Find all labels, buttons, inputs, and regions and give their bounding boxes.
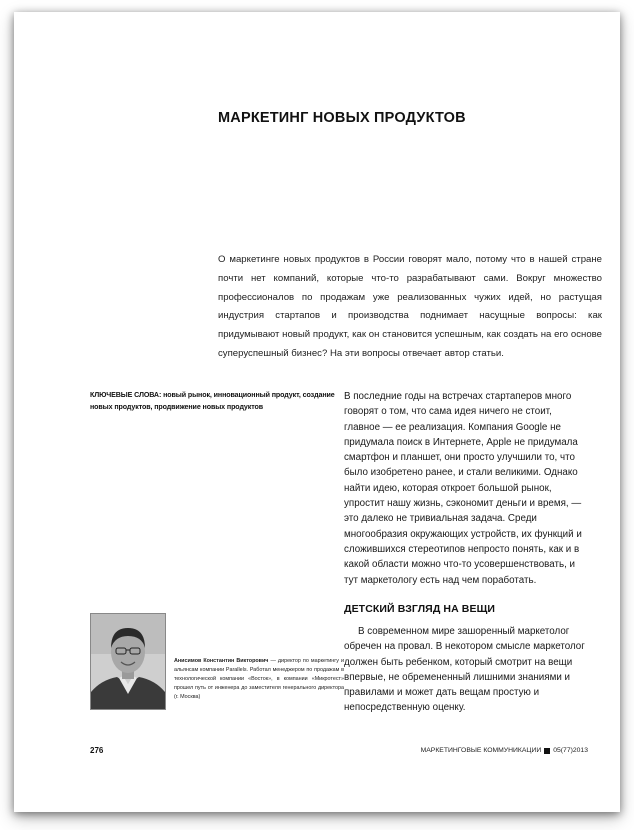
journal-name: МАРКЕТИНГОВЫЕ КОММУНИКАЦИИ bbox=[420, 747, 542, 754]
author-portrait-icon bbox=[91, 614, 165, 709]
magazine-page bbox=[14, 12, 620, 812]
journal-issue: 05(77)2013 bbox=[553, 747, 588, 754]
author-photo bbox=[90, 613, 166, 710]
page-number: 276 bbox=[90, 746, 104, 755]
article-lead: О маркетинге новых продуктов в России говорят мало, потому что в нашей стране почти нет компаний, которые что-то разрабатывают сами. Вокруг множество профессионалов по продажам уже реализованных чужих идей, но растущая индустрия стартапов и производства поднимает насущные вопросы: как придумывают новый продукт, как он становится успешным, как создать на его основе суперуспешный бизнес? На эти вопросы отвечает автор статьи. bbox=[218, 254, 602, 359]
body-paragraph-2: В современном мире зашоренный маркетолог обречен на провал. В некотором смысле маркетолог должен быть ребенком, который смотрит на вещи впервые, не обремененный лишними знаниями и правилами и может дать вещам простую и непосредственную оценку. bbox=[344, 626, 585, 714]
author-bio bbox=[174, 657, 344, 702]
journal-footer bbox=[421, 747, 588, 754]
body-paragraph-1: В последние годы на встречах стартаперов много говорят о том, что сама идея ничего не стоит, главное — ее реализация. Компания Google не придумала поиск в Интернете, Apple не придумала смартфон и планшет, они просто улучшили то, что было изобретено ранее, и стали великими. Однако найти идею, которая откроет большой рынок, упростит нашу жизнь, сэкономит деньги и время, — это далеко не тривиальная задача. Среди многообразия окружающих устройств, их функций и сложившихся стереотипов непросто понять, как и в какой области можно что-то усовершенствовать, и тут маркетологу есть над чем поработать. bbox=[344, 391, 582, 586]
author-bio-text: — директор по маркетингу и альянсам компании Parallels. Работал менеджером по продажам в технологической компании «Восток», в компании «Микротест» прошел путь от инженера до заместителя генерального директора (г. Москва) bbox=[174, 658, 345, 701]
keywords: КЛЮЧЕВЫЕ СЛОВА: новый рынок, инновационный продукт, создание новых продуктов, продвижение новых продуктов bbox=[90, 391, 335, 411]
section-heading: ДЕТСКИЙ ВЗГЛЯД НА ВЕЩИ bbox=[344, 603, 496, 615]
author-name: Анисимов Константин Викторович bbox=[174, 658, 269, 664]
article-title: МАРКЕТИНГ НОВЫХ ПРОДУКТОВ bbox=[218, 110, 466, 126]
square-bullet-icon bbox=[544, 748, 550, 754]
